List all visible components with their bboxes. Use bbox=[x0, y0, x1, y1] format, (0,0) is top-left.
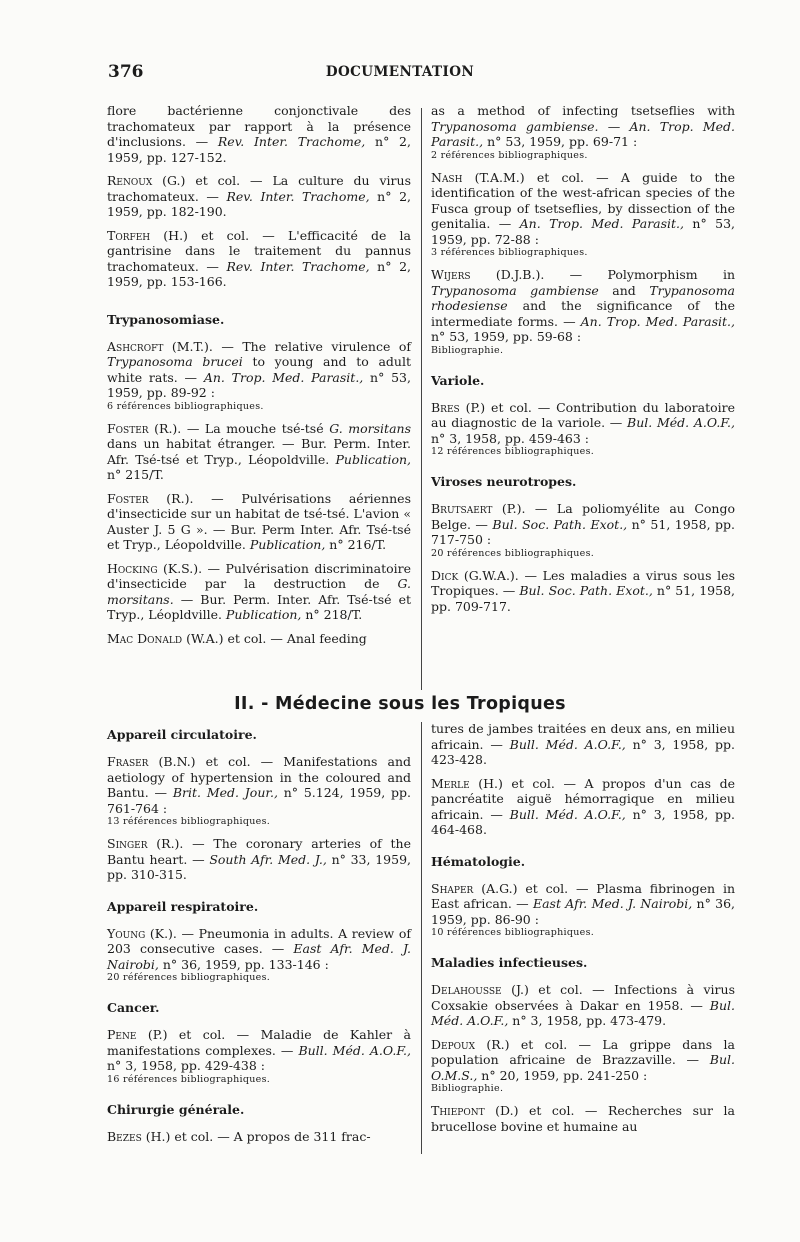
author-name: Torfeh bbox=[107, 227, 151, 243]
subsection-heading: Appareil respiratoire. bbox=[107, 898, 259, 914]
subsection-heading: Variole. bbox=[431, 372, 485, 388]
bibliography-entry: Pene (P.) et col. — Maladie de Kahler à manifestations complexes. — Bull. Méd. A.O.F., n° 3, 1958, pp. 429-438 : 16 références bibliographiques. bbox=[107, 1027, 411, 1085]
reference-note: Bibliographie. bbox=[431, 344, 504, 356]
author-name: Renoux bbox=[107, 173, 153, 188]
bibliography-entry: Torfeh (H.) et col. — L'efficacité de la gantrisine dans le traitement du pannus trachomateux. — Rev. Inter. Trachome, n° 2, 1959, pp. 153-166. bbox=[107, 227, 411, 289]
reference-note: 20 références bibliographiques. bbox=[107, 972, 271, 983]
bibliography-entry: Fraser (B.N.) et col. — Manifestations and aetiology of hypertension in the coloured and Bantu. — Brit. Med. Jour., n° 5.124, 1959, pp. 761-764 : 13 références bibliographiques. bbox=[107, 754, 411, 827]
subsection-heading: Cancer. bbox=[107, 1000, 160, 1015]
bibliography-entry: Singer (R.). — The coronary arteries of the Bantu heart. — South Afr. Med. J., n° 33, 1959, pp. 310-315. bbox=[107, 836, 411, 882]
bottom-right-column bbox=[431, 721, 735, 1142]
bibliography-entry: Hocking (K.S.). — Pulvérisation discriminatoire d'insecticide par la destruction de G. morsitans. — Bur. Perm. Inter. Afr. Tsé-tsé et Tryp., Léopldville. Publication, n° 218/T. bbox=[107, 560, 411, 622]
bottom-left-column bbox=[107, 727, 411, 1152]
bibliography-entry: Merle (H.) et col. — A propos d'un cas de pancréatite aiguë hémorragique en milieu africain. — Bull. Méd. A.O.F., n° 3, 1958, pp. 464-468. bbox=[431, 775, 735, 837]
top-left-column bbox=[107, 103, 411, 654]
author-name: Singer bbox=[107, 836, 148, 851]
author-name: Wijers bbox=[431, 267, 471, 282]
bibliography-entry: Dick (G.W.A.). — Les maladies a virus sous les Tropiques. — Bul. Soc. Path. Exot., n° 51, 1958, pp. 709-717. bbox=[431, 567, 735, 614]
author-name: Young bbox=[107, 925, 146, 941]
bibliography-entry: Foster (R.). — La mouche tsé-tsé G. morsitans dans un habitat étranger. — Bur. Perm. Inter. Afr. Tsé-tsé et Tryp., Léopoldville. Publication, n° 215/T. bbox=[107, 420, 411, 482]
bibliography-entry: Young (K.). — Pneumonia in adults. A review of 203 consecutive cases. — East Afr. Med. J. Nairobi, n° 36, 1959, pp. 133-146 : 20 références bibliographiques. bbox=[107, 925, 411, 983]
subsection-heading: Appareil circulatoire. bbox=[107, 727, 257, 742]
author-name: Mac Donald bbox=[107, 630, 183, 646]
subsection-heading: Hématologie. bbox=[431, 853, 526, 869]
bibliography-entry: Ashcroft (M.T.). — The relative virulence of Trypanosoma brucei to young and to adult white rats. — An. Trop. Med. Parasit., n° 53, 1959, pp. 89-92 : 6 références bibliographiques. bbox=[107, 338, 411, 412]
bibliography-entry: flore bactérienne conjonctivale des trachomateux par rapport à la présence d'inclusions. — Rev. Inter. Trachome, n° 2, 1959, pp. 127-152. bbox=[107, 103, 411, 165]
author-name: Thiepont bbox=[431, 1103, 485, 1118]
bibliography-entry: Shaper (A.G.) et col. — Plasma fibrinogen in East african. — East Afr. Med. J. Nairobi, n° 36, 1959, pp. 86-90 : 10 références bibliographiques. bbox=[431, 880, 735, 938]
reference-note: Bibliographie. bbox=[431, 1083, 504, 1094]
page-number: 376 bbox=[108, 62, 144, 82]
bibliography-entry: as a method of infecting tsetseflies with Trypanosoma gambiense. — An. Trop. Med. Parasit., n° 53, 1959, pp. 69-71 : 2 références bibliographiques. bbox=[431, 103, 736, 161]
reference-note: 12 références bibliographiques. bbox=[431, 446, 595, 457]
reference-note: 3 références bibliographiques. bbox=[431, 247, 588, 258]
reference-note: 16 références bibliographiques. bbox=[107, 1073, 271, 1085]
author-name: Fraser bbox=[107, 754, 149, 769]
author-name: Foster bbox=[107, 420, 149, 436]
author-name: Bezes bbox=[107, 1128, 142, 1144]
bibliography-entry: Bres (P.) et col. — Contribution du laboratoire au diagnostic de la variole. — Bul. Méd. A.O.F., n° 3, 1958, pp. 459-463 : 12 références bibliographiques. bbox=[431, 399, 735, 457]
author-name: Brutsaert bbox=[431, 501, 493, 516]
author-name: Ashcroft bbox=[107, 338, 164, 354]
column-divider-top bbox=[421, 108, 422, 690]
bibliography-entry: Nash (T.A.M.) et col. — A guide to the identification of the west-african species of the Fusca group of tsetseflies, by dissection of the genitalia. — An. Trop. Med. Parasit., n° 53, 1959, pp. 72-88 : 3 références bibliographiques. bbox=[431, 169, 735, 258]
subsection-heading: Trypanosomiase. bbox=[107, 311, 225, 327]
author-name: Shaper bbox=[431, 880, 474, 896]
bibliography-entry: Delahousse (J.) et col. — Infections à virus Coxsakie observées à Dakar en 1958. — Bul. Méd. A.O.F., n° 3, 1958, pp. 473-479. bbox=[431, 982, 735, 1028]
reference-note: 10 références bibliographiques. bbox=[431, 927, 595, 938]
author-name: Hocking bbox=[107, 560, 158, 576]
subsection-heading: Chirurgie générale. bbox=[107, 1101, 245, 1117]
author-name: Merle bbox=[431, 775, 470, 791]
reference-note: 6 références bibliographiques. bbox=[107, 400, 264, 412]
author-name: Nash bbox=[431, 169, 463, 185]
author-name: Pene bbox=[107, 1027, 137, 1042]
column-divider-bottom bbox=[421, 722, 422, 1154]
section-title: II. - Médecine sous les Tropiques bbox=[234, 694, 566, 714]
bibliography-entry: Brutsaert (P.). — La poliomyélite au Congo Belge. — Bul. Soc. Path. Exot., n° 51, 1958, pp. 717-750 : 20 références bibliographiques. bbox=[431, 501, 736, 559]
author-name: Depoux bbox=[431, 1036, 476, 1052]
bibliography-entry: Mac Donald (W.A.) et col. — Anal feeding bbox=[107, 630, 367, 646]
running-head: DOCUMENTATION bbox=[325, 64, 475, 80]
bibliography-entry: Thiepont (D.) et col. — Recherches sur la brucellose bovine et humaine au bbox=[431, 1103, 735, 1134]
author-name: Foster bbox=[107, 490, 149, 506]
bibliography-entry: Renoux (G.) et col. — La culture du virus trachomateux. — Rev. Inter. Trachome, n° 2, 1959, pp. 182-190. bbox=[107, 173, 411, 219]
bibliography-entry: Depoux (R.) et col. — La grippe dans la population africaine de Brazzaville. — Bul. O.M.S., n° 20, 1959, pp. 241-250 : Bibliographie. bbox=[431, 1036, 735, 1094]
reference-note: 20 références bibliographiques. bbox=[431, 547, 595, 559]
reference-note: 2 références bibliographiques. bbox=[431, 149, 588, 161]
bibliography-entry: Bezes (H.) et col. — A propos de 311 frac- bbox=[107, 1128, 371, 1144]
bibliography-entry: tures de jambes traitées en deux ans, en milieu africain. — Bull. Méd. A.O.F., n° 3, 1958, pp. 423-428. bbox=[431, 721, 735, 767]
author-name: Bres bbox=[431, 399, 460, 415]
subsection-heading: Maladies infectieuses. bbox=[431, 955, 588, 970]
subsection-heading: Viroses neurotropes. bbox=[431, 474, 577, 489]
bibliography-entry: Wijers (D.J.B.). — Polymorphism in Trypanosoma gambiense and Trypanosoma rhodesiense and the significance of the intermediate forms. — An. Trop. Med. Parasit., n° 53, 1959, pp. 59-68 : Bibliographie. bbox=[431, 267, 735, 356]
author-name: Delahousse bbox=[431, 982, 502, 997]
top-right-column bbox=[431, 103, 735, 622]
reference-note: 13 références bibliographiques. bbox=[107, 816, 271, 827]
author-name: Dick bbox=[431, 567, 459, 583]
bibliography-entry: Foster (R.). — Pulvérisations aériennes d'insecticide sur un habitat de tsé-tsé. L'avion « Auster J. 5 G ». — Bur. Perm Inter. Afr. Tsé-tsé et Tryp., Léopoldville. Publication, n° 216/T. bbox=[107, 490, 411, 552]
